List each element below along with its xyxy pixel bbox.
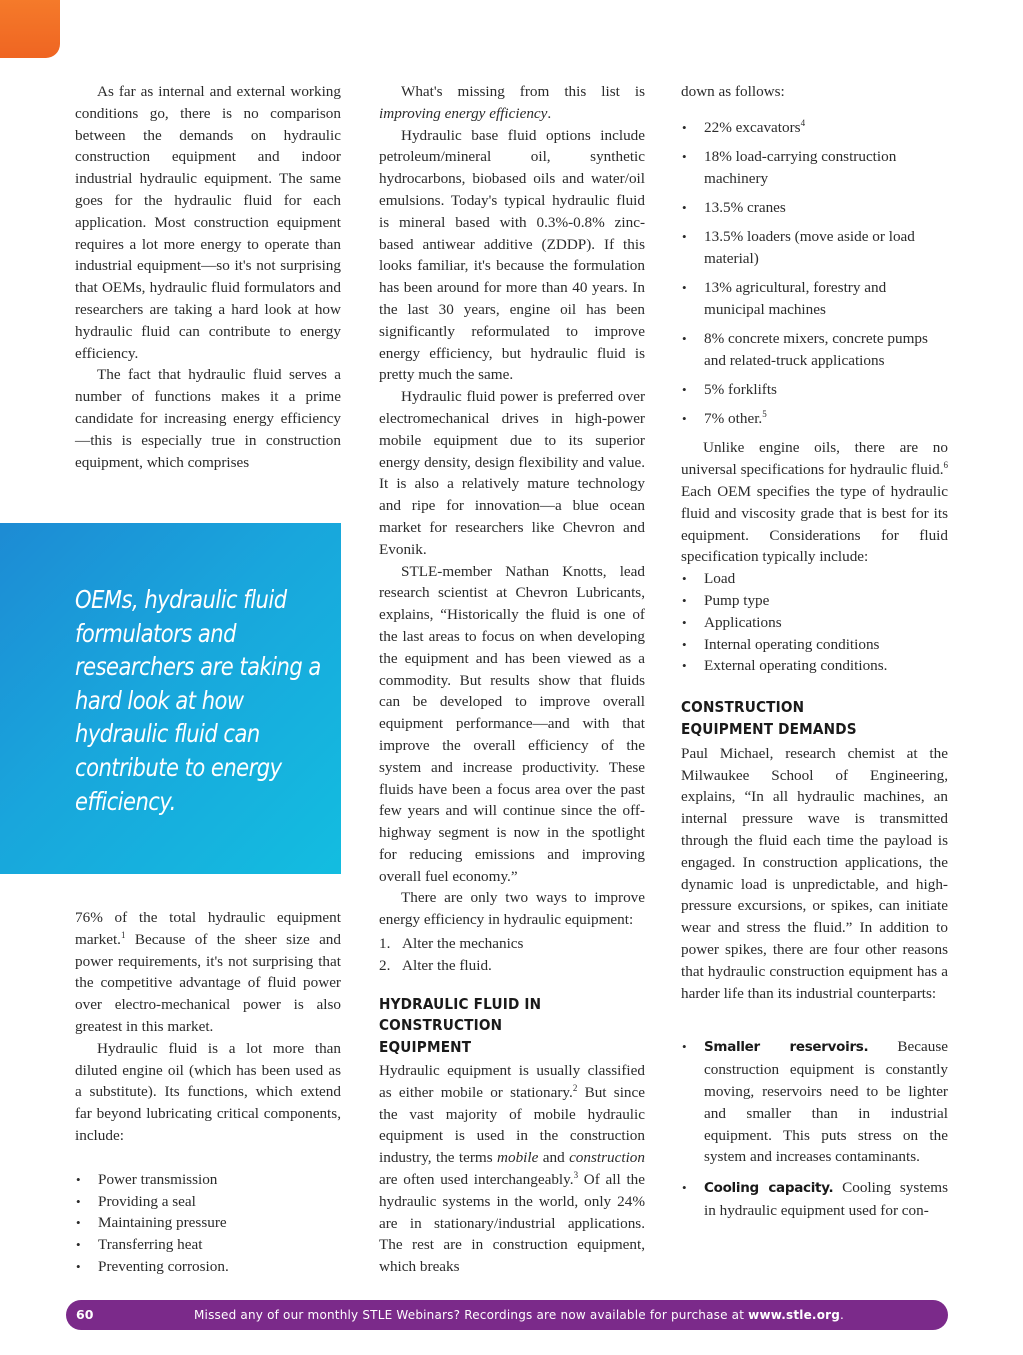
bullet-icon: •	[682, 148, 687, 164]
text-run: Hydraulic equipment is usually classified as either mobile or stationary.	[379, 1062, 645, 1101]
list-item-text: 13.5% cranes	[704, 198, 786, 216]
section-heading: CONSTRUCTION EQUIPMENT DEMANDS	[681, 698, 857, 739]
corner-tab	[0, 0, 60, 58]
text-run: and	[538, 1149, 570, 1167]
bullet-icon: •	[682, 382, 687, 398]
list-item	[75, 1256, 341, 1278]
list-item	[681, 655, 948, 677]
footer-bar	[66, 1300, 948, 1330]
list-item	[75, 1234, 341, 1256]
list-item-text: 8% concrete mixers, concrete pumps and related-truck applications	[704, 330, 928, 369]
text-run: Each OEM specifies the type of hydraulic fluid and viscosity grade that is best for its equipment. Considerations for fluid specification typically include:	[681, 483, 948, 566]
body-paragraph	[379, 1060, 645, 1278]
list-item	[681, 1177, 948, 1222]
list-item	[681, 226, 948, 270]
footer-message	[194, 1300, 844, 1330]
breakdown-list	[681, 117, 948, 430]
footnote-ref: 1	[120, 929, 126, 940]
list-item-text: Internal operating conditions	[704, 635, 880, 653]
list-item	[681, 379, 948, 401]
body-paragraph: As far as internal and external working conditions go, there is no comparison between the demands on hydraulic construction equipment and indoor industrial hydraulic equipment. The same goes for the hydraulic fluid for each application. Most construction equipment requires a lot more energy to operate than industrial equipment—so it's not surprising that OEMs, hydraulic fluid formulators and researchers are taking a hard look at how hydraulic fluid can contribute to energy efficiency.	[75, 83, 341, 362]
list-number: 2.	[379, 956, 391, 974]
column-2	[379, 81, 645, 1278]
text-run: are often used interchangeably.	[379, 1171, 574, 1189]
footnote-ref: 6	[943, 460, 948, 471]
list-item-term: Cooling capacity.	[704, 1180, 834, 1197]
italic-text: mobile	[497, 1149, 539, 1167]
body-paragraph: down as follows:	[681, 83, 785, 100]
functions-list	[75, 1169, 341, 1278]
body-paragraph: Hydraulic fluid power is preferred over electromechanical drives in high-power mobile equipment due to its superior energy density, design flexibility and value. It is also a relatively mature technology and ripe for innovation—a blue ocean market for researchers like Chevron and Evonik.	[379, 388, 645, 558]
reasons-list	[681, 1036, 948, 1221]
column-3	[681, 81, 948, 1231]
list-item	[75, 1212, 341, 1234]
bullet-icon: •	[682, 280, 687, 296]
footnote-ref: 5	[762, 409, 767, 420]
footer-link[interactable]: www.stle.org	[748, 1308, 841, 1322]
body-paragraph	[379, 81, 645, 125]
text-run: 76% of the total hydraulic equipment market.	[75, 909, 341, 948]
considerations-list	[681, 568, 948, 677]
list-item-text: Pump type	[704, 592, 770, 610]
bullet-icon: •	[682, 636, 687, 652]
body-paragraph	[681, 437, 948, 568]
list-item-text: Because construction equipment is constantly moving, reservoirs need to be lighter and smaller than in industrial equipment. This puts stress on the system and increases contaminants.	[704, 1038, 948, 1166]
list-item	[681, 408, 948, 430]
bullet-icon: •	[682, 1039, 687, 1055]
list-item-term: Smaller reservoirs.	[704, 1039, 869, 1056]
body-paragraph: STLE-member Nathan Knotts, lead research scientist at Chevron Lubricants, explains, “Historically the fluid is one of the last areas to focus on when developing the equipment and has been viewed as a commodity. But results show that fluids can be developed to improve overall equipment performance—and with that improve the overall efficiency of the system and increase productivity. These fluids have been a focus area over the past few years and will continue since the off-highway segment is now in the spotlight for reducing emissions and improving overall fuel economy.”	[379, 562, 645, 885]
text-run: .	[547, 104, 552, 122]
list-item	[681, 568, 948, 590]
bullet-icon: •	[682, 593, 687, 609]
bullet-icon: •	[682, 229, 687, 245]
body-paragraph: Hydraulic fluid is a lot more than diluted engine oil (which has been used as a substitute). Its functions, which extend far beyond lubricating critical components, include:	[75, 1039, 341, 1144]
footer-text: .	[840, 1308, 845, 1322]
column-1-top	[75, 81, 341, 473]
body-paragraph	[75, 907, 341, 1038]
text-run: But since the vast majority of mobile hydraulic equipment is used in the construction industry, the terms	[379, 1083, 645, 1167]
list-item-text: Providing a seal	[98, 1192, 196, 1210]
bullet-icon: •	[76, 1237, 81, 1253]
list-item	[681, 146, 948, 190]
list-item-text: Applications	[704, 613, 782, 631]
list-item-text: 22% excavators	[704, 118, 801, 136]
list-number: 1.	[379, 935, 391, 953]
list-item	[681, 634, 948, 656]
ways-list	[379, 933, 645, 977]
list-item-text: 13% agricultural, forestry and municipal machines	[704, 279, 887, 318]
bullet-icon: •	[76, 1258, 81, 1274]
body-paragraph: Hydraulic base fluid options include petroleum/mineral oil, synthetic hydrocarbons, biobased oils and water/oil emulsions. Today's typical hydraulic fluid is mineral based with 0.3%-0.8% zinc-based antiwear additive (ZDDP). If this looks familiar, it's because the formulation has been around for more than 40 years. In the last 30 years, engine oil has been significantly reformulated to improve energy efficiency, but hydraulic fluid is pretty much the same.	[379, 126, 645, 384]
list-item-text: Power transmission	[98, 1170, 218, 1188]
italic-text: improving energy efficiency	[379, 104, 548, 122]
list-item	[681, 277, 948, 321]
bullet-icon: •	[682, 614, 687, 630]
list-item-text: 18% load-carrying construction machinery	[704, 147, 897, 187]
footnote-ref: 2	[572, 1082, 578, 1093]
bullet-icon: •	[682, 199, 687, 215]
section-heading: HYDRAULIC FLUID IN CONSTRUCTION EQUIPMENT	[379, 994, 542, 1057]
footnote-ref: 3	[573, 1170, 579, 1181]
italic-text: construction	[569, 1149, 645, 1167]
footer-text: Missed any of our monthly STLE Webinars? Recordings are now available for purchase at	[194, 1308, 749, 1322]
list-item-text: Transferring heat	[98, 1236, 203, 1254]
list-item	[75, 1191, 341, 1213]
list-item-text: 13.5% loaders (move aside or load material)	[704, 228, 915, 267]
list-item-text: Load	[704, 570, 736, 588]
text-run: What's missing from this list is	[401, 83, 645, 100]
column-1-bottom	[75, 907, 341, 1278]
text-run: Of all the hydraulic systems in the world, only 24% are in stationary/industrial applications. The rest are in construction equipment, which breaks	[379, 1171, 645, 1276]
list-item-text: 7% other.	[704, 410, 763, 428]
bullet-icon: •	[682, 571, 687, 587]
list-item	[681, 117, 948, 139]
list-item	[681, 612, 948, 634]
list-item-text: Alter the fluid.	[402, 956, 492, 974]
list-item	[681, 590, 948, 612]
body-paragraph: The fact that hydraulic fluid serves a number of functions makes it a prime candidate for increasing energy efficiency—this is especially true in construction equipment, which comprises	[75, 366, 341, 471]
list-item	[379, 933, 645, 955]
footnote-ref: 4	[800, 117, 806, 128]
list-item	[681, 328, 948, 372]
text-run: Because of the sheer size and power requirements, it's not surprising that the competitive advantage of fluid power over electro-mechanical power is also greatest in this market.	[75, 930, 341, 1035]
body-paragraph: There are only two ways to improve energy efficiency in hydraulic equipment:	[379, 889, 645, 929]
list-item-text: Cooling systems in hydraulic equipment used for con-	[704, 1179, 948, 1219]
list-item-text: 5% forklifts	[704, 381, 777, 399]
list-item-text: Maintaining pressure	[98, 1214, 227, 1232]
list-item-text: Alter the mechanics	[402, 935, 524, 953]
text-run: Unlike engine oils, there are no universal specifications for hydraulic fluid.	[681, 439, 948, 479]
bullet-icon: •	[682, 1180, 687, 1196]
list-item	[379, 955, 645, 977]
pull-quote-text: OEMs, hydraulic fluid formulators and researchers are taking a hard look at how hydraulic fluid can contribute to energy efficiency.	[75, 585, 321, 816]
list-item-text: Preventing corrosion.	[98, 1257, 229, 1275]
list-item	[681, 1036, 948, 1168]
list-item-text: External operating conditions.	[704, 657, 888, 675]
bullet-icon: •	[682, 119, 687, 135]
body-paragraph: Paul Michael, research chemist at the Milwaukee School of Engineering, explains, “In all hydraulic machines, an internal pressure wave is transmitted through the fluid each time the payload is engaged. In construction applications, the dynamic load is unpredictable, and high-pressure excursions, or spikes, can initiate wear and stress the fluid.” In addition to power spikes, there are four other reasons that hydraulic construction equipment has a harder life than its industrial counterparts:	[681, 744, 948, 1002]
bullet-icon: •	[76, 1193, 81, 1209]
bullet-icon: •	[76, 1215, 81, 1231]
list-item	[75, 1169, 341, 1191]
bullet-icon: •	[76, 1171, 81, 1187]
page-number: 60	[76, 1307, 94, 1322]
bullet-icon: •	[682, 331, 687, 347]
list-item	[681, 197, 948, 219]
bullet-icon: •	[682, 658, 687, 674]
bullet-icon: •	[682, 411, 687, 427]
